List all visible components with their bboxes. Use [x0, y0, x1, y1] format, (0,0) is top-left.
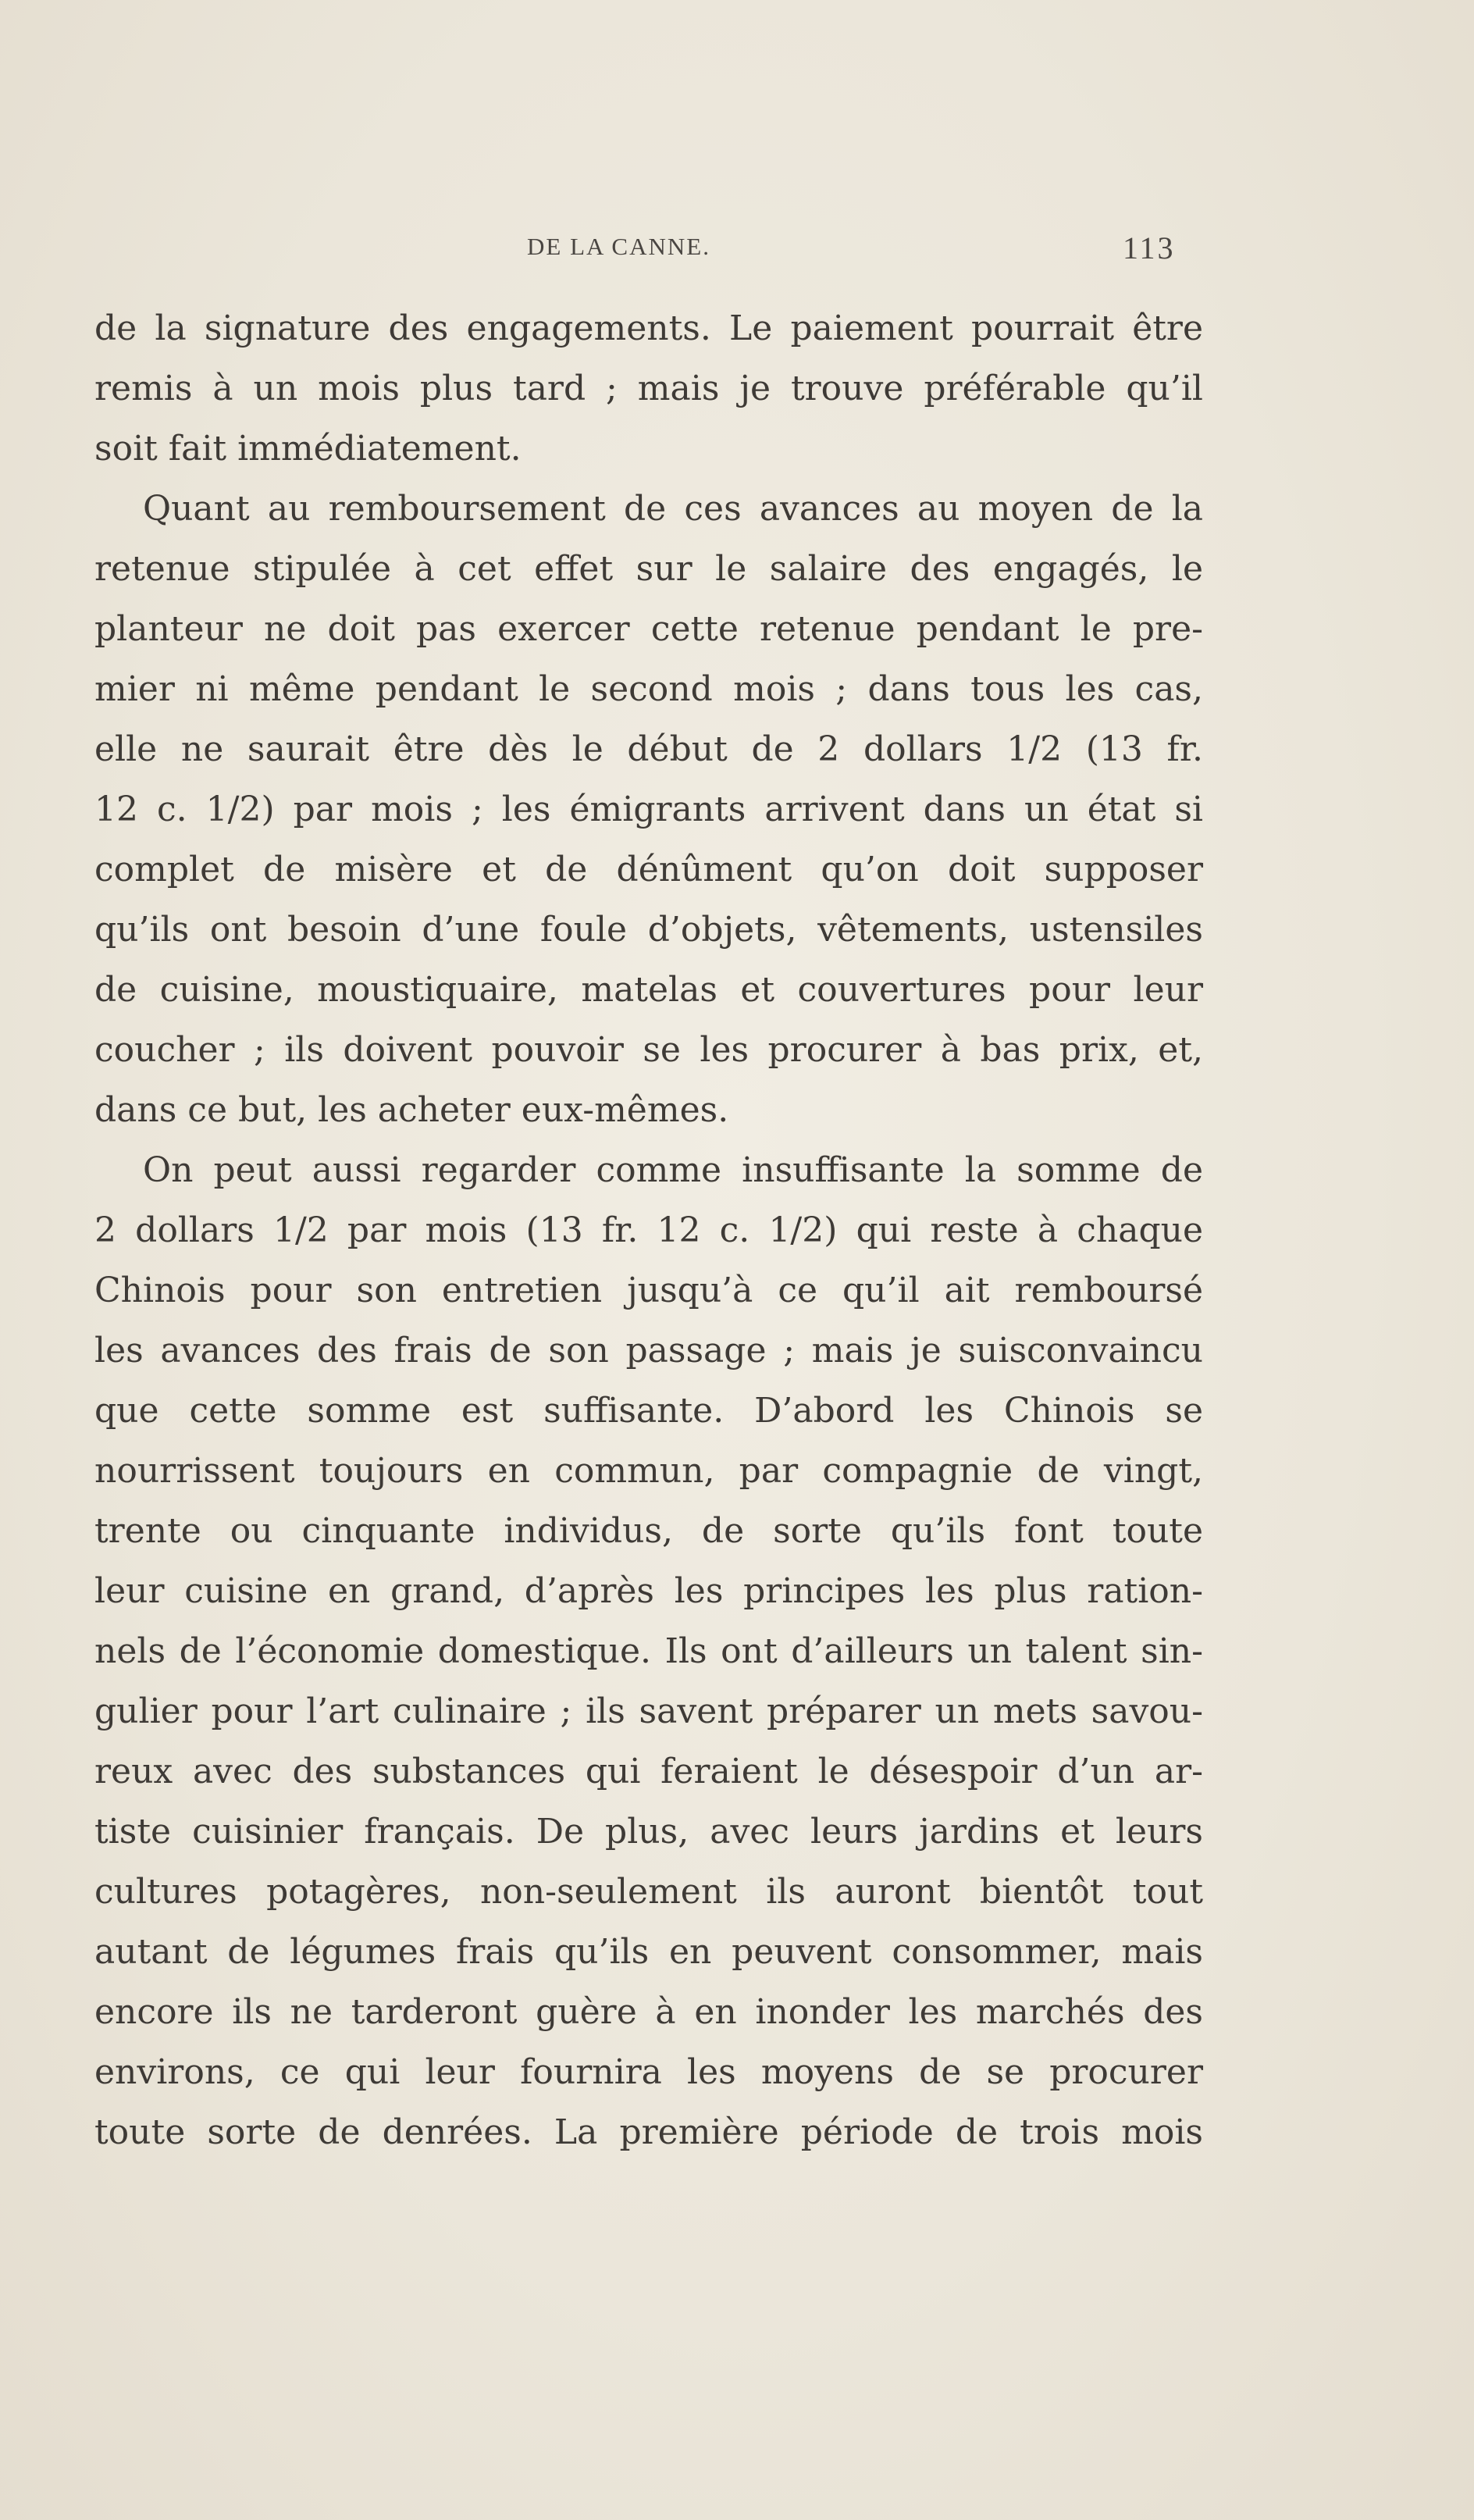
text-line: dans ce but, les acheter eux-mêmes. [94, 1090, 729, 1130]
text-line: de la signature des engagements. Le paiement pourrait être [94, 308, 1203, 348]
text-line: trente ou cinquante individus, de sorte qu’ils font toute [94, 1511, 1203, 1551]
text-line: de cuisine, moustiquaire, matelas et couvertures pour leur [94, 970, 1203, 1010]
text-line: planteur ne doit pas exercer cette retenue pendant le pre- [94, 609, 1203, 649]
text-line: gulier pour l’art culinaire ; ils savent préparer un mets savou- [94, 1691, 1203, 1731]
paragraph-2 [94, 479, 1203, 1140]
text-line: que cette somme est suffisante. D’abord les Chinois se [94, 1391, 1203, 1431]
text-line: On peut aussi regarder comme insuffisante la somme de [143, 1150, 1203, 1190]
page-number: 113 [1123, 230, 1176, 266]
running-title: DE LA CANNE. [527, 233, 710, 260]
text-line: encore ils ne tarderont guère à en inonder les marchés des [94, 1992, 1203, 2032]
text-line: environs, ce qui leur fournira les moyens de se procurer [94, 2052, 1203, 2092]
text-line: remis à un mois plus tard ; mais je trouve préférable qu’il [94, 369, 1203, 408]
text-line: les avances des frais de son passage ; mais je suisconvaincu [94, 1331, 1203, 1370]
text-line: elle ne saurait être dès le début de 2 dollars 1/2 (13 fr. [94, 729, 1203, 769]
text-line: mier ni même pendant le second mois ; dans tous les cas, [94, 669, 1203, 709]
text-line: leur cuisine en grand, d’après les principes les plus ration- [94, 1571, 1203, 1611]
running-head [0, 230, 1474, 272]
text-line: Chinois pour son entretien jusqu’à ce qu’il ait remboursé [94, 1271, 1203, 1310]
text-line: reux avec des substances qui feraient le désespoir d’un ar- [94, 1752, 1203, 1791]
text-line: nels de l’économie domestique. Ils ont d’ailleurs un talent sin- [94, 1631, 1203, 1671]
text-line: qu’ils ont besoin d’une foule d’objets, vêtements, ustensiles [94, 910, 1203, 950]
text-line: Quant au remboursement de ces avances au moyen de la [143, 489, 1203, 529]
text-line: soit fait immédiatement. [94, 429, 522, 469]
text-line: 2 dollars 1/2 par mois (13 fr. 12 c. 1/2) qui reste à chaque [94, 1210, 1203, 1250]
text-line: toute sorte de denrées. La première période de trois mois [94, 2112, 1203, 2152]
text-line: coucher ; ils doivent pouvoir se les procurer à bas prix, et, [94, 1030, 1203, 1070]
body-text [94, 298, 1203, 2162]
text-line: nourrissent toujours en commun, par compagnie de vingt, [94, 1451, 1203, 1491]
text-line: complet de misère et de dénûment qu’on doit supposer [94, 850, 1203, 889]
text-line: cultures potagères, non-seulement ils auront bientôt tout [94, 1872, 1203, 1912]
paragraph-1 [94, 298, 1203, 479]
paragraph-3 [94, 1140, 1203, 2162]
text-line: autant de légumes frais qu’ils en peuvent consommer, mais [94, 1932, 1203, 1972]
text-line: 12 c. 1/2) par mois ; les émigrants arrivent dans un état si [94, 790, 1203, 829]
text-line: retenue stipulée à cet effet sur le salaire des engagés, le [94, 549, 1203, 589]
text-line: tiste cuisinier français. De plus, avec leurs jardins et leurs [94, 1812, 1203, 1852]
